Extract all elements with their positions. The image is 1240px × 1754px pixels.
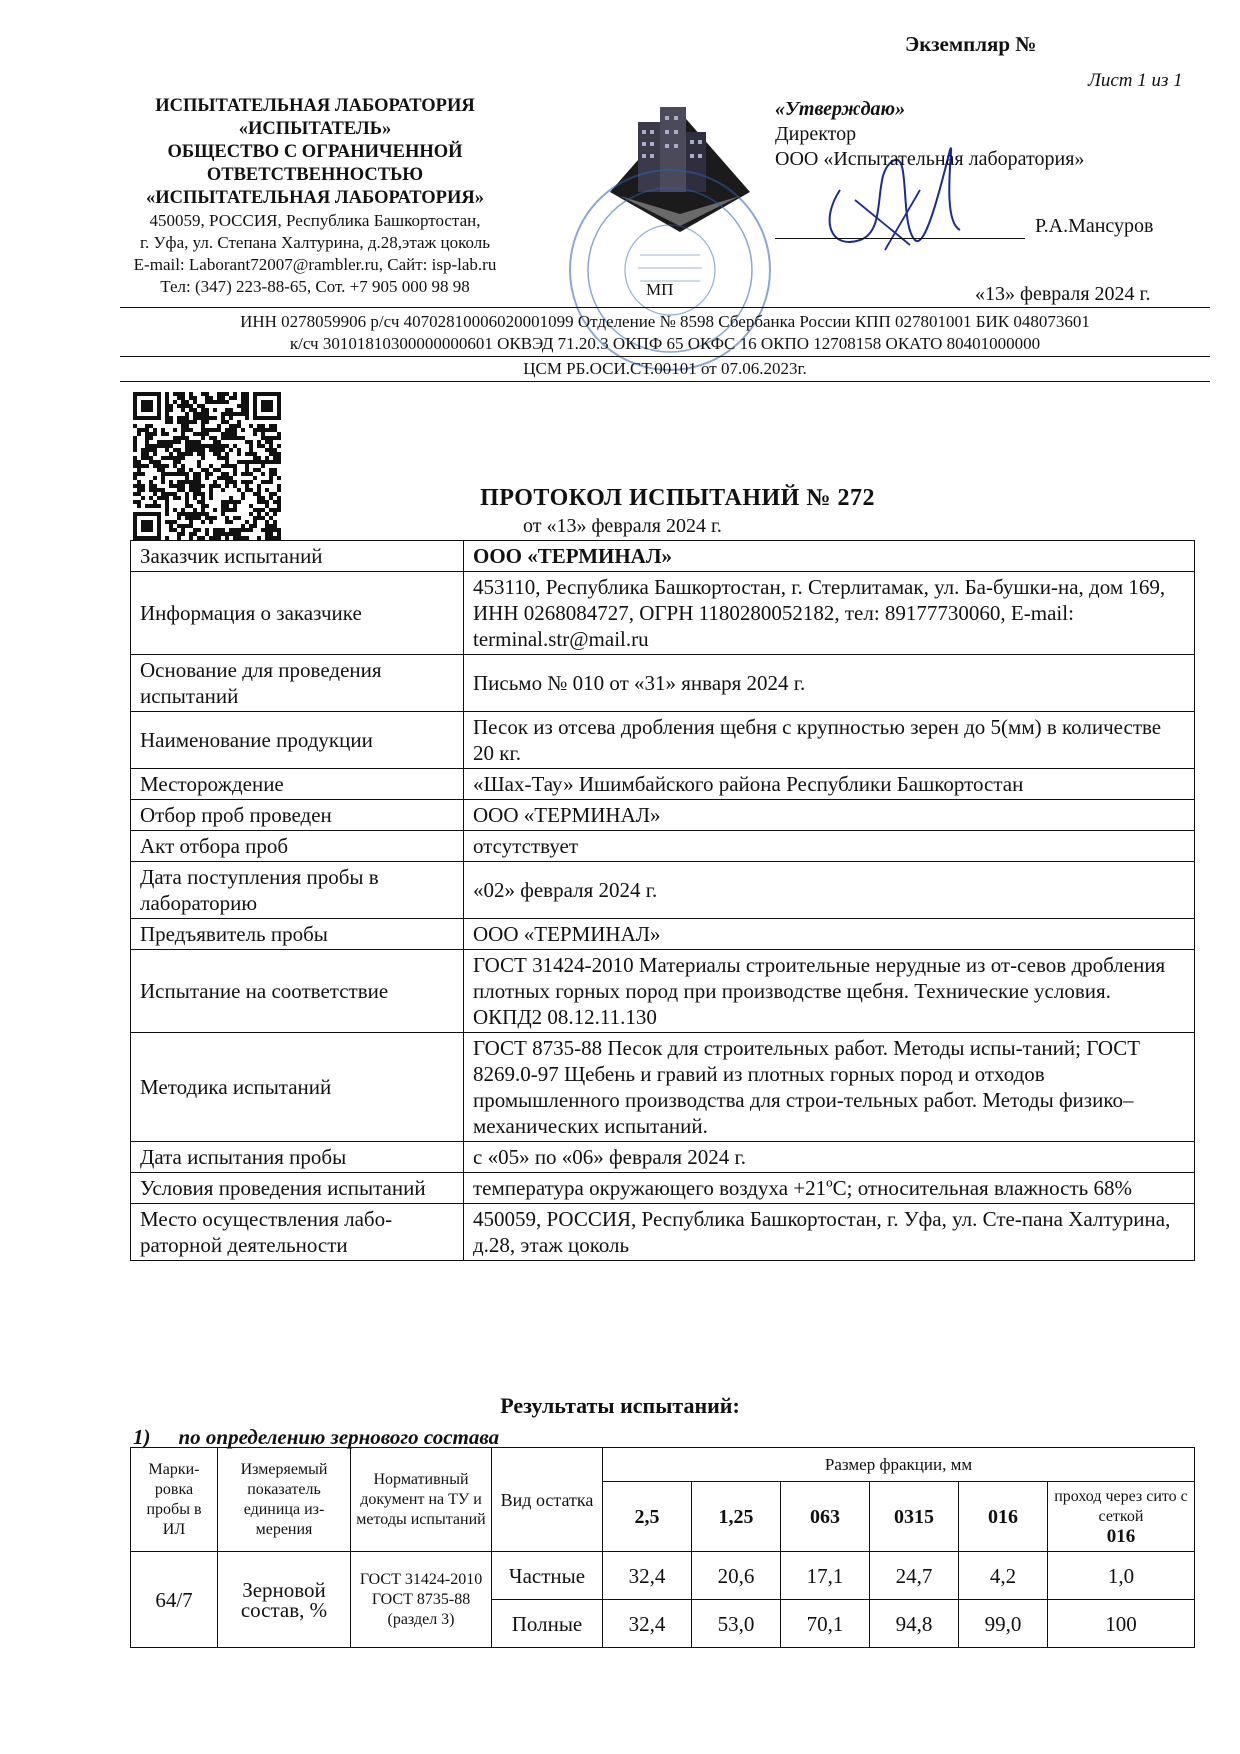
through-sieve-header [1048,1482,1195,1552]
results-title: Результаты испытаний: [500,1393,740,1418]
info-row [131,1142,1195,1173]
info-value: ООО «ТЕРМИНАЛ» [464,541,1195,572]
info-row [131,1033,1195,1142]
norm-doc-value: ГОСТ 31424-2010 ГОСТ 8735-88 (раздел 3) [351,1552,492,1648]
result-cell: 70,1 [781,1600,870,1648]
certificate-line: ЦСМ РБ.ОСИ.СТ.00101 от 07.06.2023г. [523,359,807,378]
divider [120,307,1210,308]
sample-marking: 64/7 [131,1552,218,1648]
protocol-date: от «13» февраля 2024 г. [523,515,722,537]
lab-name-line: ОБЩЕСТВО С ОГРАНИЧЕННОЙ [167,142,463,162]
lab-address: 450059, РОССИЯ, Республика Башкортостан, [149,211,481,230]
lab-name-line: ОТВЕТСТВЕННОСТЬЮ [206,165,424,185]
info-row [131,831,1195,862]
lab-address: г. Уфа, ул. Степана Халтурина, д.28,этаж цоколь [139,233,491,252]
approval-org: ООО «Испытательная лаборатория» [775,148,1085,170]
info-value: с «05» по «06» февраля 2024 г. [464,1142,1195,1173]
info-row [131,950,1195,1033]
info-value: 450059, РОССИЯ, Республика Башкортостан, г. Уфа, ул. Сте-пана Халтурина, д.28, этаж цоколь [464,1204,1195,1261]
info-value: температура окружающего воздуха +21ºС; относительная влажность 68% [464,1173,1195,1204]
info-row [131,862,1195,919]
header-residue-type: Вид остатка [492,1448,603,1552]
header-marking: Марки-ровка пробы в ИЛ [131,1448,218,1552]
info-key: Информация о заказчике [131,572,464,655]
approval-title: «Утверждаю» [775,98,906,120]
info-key: Испытание на соответствие [131,950,464,1033]
result-cell: 4,2 [959,1552,1048,1600]
protocol-title-text: ПРОТОКОЛ ИСПЫТАНИЙ № 272 [480,485,875,511]
residue-type: Полные [492,1600,603,1648]
info-key: Место осуществления лабо-раторной деятельности [131,1204,464,1261]
info-value: ГОСТ 31424-2010 Материалы строительные нерудные из от-севов дробления плотных горных пород при производстве щебня. Технические условия. ОКПД2 08.12.11.130 [464,950,1195,1033]
lab-name-line: «ИСПЫТАТЕЛЬ» [238,119,392,139]
approval-position: Директор [775,123,857,145]
info-row [131,712,1195,769]
fraction-header: 0315 [870,1482,959,1552]
info-row [131,655,1195,712]
approval-date: «13» февраля 2024 г. [975,283,1151,305]
requisites-line: ИНН 0278059906 р/сч 40702810006020001099 Отделение № 8598 Сбербанка России КПП 027801001 БИК 048073601 [240,312,1090,331]
lab-phones: Тел: (347) 223-88-65, Сот. +7 905 000 98 98 [160,277,470,296]
approval-block [775,97,1175,172]
protocol-title [0,485,1240,512]
info-row [131,800,1195,831]
info-value: ООО «ТЕРМИНАЛ» [464,800,1195,831]
through-sieve-label: проход через сито с сеткой [1054,1487,1188,1525]
stamp-place-label: МП [646,280,674,299]
signature-line [775,238,1025,239]
info-key: Наименование продукции [131,712,464,769]
info-value: 453110, Республика Башкортостан, г. Стерлитамак, ул. Ба-бушки-на, дом 169, ИНН 0268084727, ОГРН 1180280052182, тел: 89177730060, E-mail: terminal.str@mail.ru [464,572,1195,655]
result-cell: 53,0 [692,1600,781,1648]
info-row [131,769,1195,800]
result-cell: 100 [1048,1600,1195,1648]
protocol-info-table [130,540,1195,1261]
qr-code-image [133,392,281,540]
divider [120,381,1210,382]
result-cell: 32,4 [603,1600,692,1648]
fraction-header: 2,5 [603,1482,692,1552]
through-sieve-value: 016 [1106,1525,1136,1547]
fraction-header: 063 [781,1482,870,1552]
sheet-count-label: Лист 1 из 1 [1088,70,1183,91]
requisites-line: к/сч 30101810300000000601 ОКВЭД 71.20.3 ОКПФ 65 ОКФС 16 ОКПО 12708158 ОКАТО 80401000000 [289,334,1041,353]
lab-header-block [95,95,535,298]
info-row [131,572,1195,655]
result-cell: 17,1 [781,1552,870,1600]
info-value: ГОСТ 8735-88 Песок для строительных работ. Методы испы-таний; ГОСТ 8269.0-97 Щебень и гравий из плотных горных пород и отходов промышленного производства для строи-тельных работ. Методы физико–механических испытаний. [464,1033,1195,1142]
info-row [131,919,1195,950]
info-row [131,1204,1195,1261]
lab-contacts: E-mail: Laborant72007@rambler.ru, Сайт: isp-lab.ru [133,255,497,274]
info-value: отсутствует [464,831,1195,862]
info-key: Заказчик испытаний [131,541,464,572]
info-value: ООО «ТЕРМИНАЛ» [464,919,1195,950]
director-name: Р.А.Мансуров [1035,215,1154,237]
info-value: «Шах-Тау» Ишимбайского района Республики Башкортостан [464,769,1195,800]
result-cell: 24,7 [870,1552,959,1600]
grain-composition-table [130,1447,1195,1648]
fraction-header: 016 [959,1482,1048,1552]
copy-number-label: Экземпляр № [905,32,1037,56]
info-key: Основание для проведения испытаний [131,655,464,712]
residue-type: Частные [492,1552,603,1600]
info-key: Методика испытаний [131,1033,464,1142]
info-key: Месторождение [131,769,464,800]
lab-name-line: ИСПЫТАТЕЛЬНАЯ ЛАБОРАТОРИЯ [155,96,475,116]
info-row [131,1173,1195,1204]
header-indicator: Измеряемый показатель единица из-мерения [218,1448,351,1552]
info-key: Дата поступления пробы в лабораторию [131,862,464,919]
info-key: Предъявитель пробы [131,919,464,950]
indicator-name: Зерновой состав, % [218,1552,351,1648]
info-key: Дата испытания пробы [131,1142,464,1173]
info-row [131,541,1195,572]
results-subtitle-number: 1) [133,1425,151,1449]
result-cell: 20,6 [692,1552,781,1600]
result-cell: 94,8 [870,1600,959,1648]
info-key: Акт отбора проб [131,831,464,862]
header-norm-doc: Нормативный документ на ТУ и методы испытаний [351,1448,492,1552]
header-fraction-size: Размер фракции, мм [603,1448,1195,1482]
info-key: Условия проведения испытаний [131,1173,464,1204]
result-cell: 32,4 [603,1552,692,1600]
divider [120,356,1210,357]
result-cell: 1,0 [1048,1552,1195,1600]
results-subtitle-text: по определению зернового состава [178,1425,500,1449]
fraction-header: 1,25 [692,1482,781,1552]
info-value: Письмо № 010 от «31» января 2024 г. [464,655,1195,712]
lab-name-line: «ИСПЫТАТЕЛЬНАЯ ЛАБОРАТОРИЯ» [146,188,484,208]
info-value: «02» февраля 2024 г. [464,862,1195,919]
info-value: Песок из отсева дробления щебня с крупностью зерен до 5(мм) в количестве 20 кг. [464,712,1195,769]
result-cell: 99,0 [959,1600,1048,1648]
info-key: Отбор проб проведен [131,800,464,831]
